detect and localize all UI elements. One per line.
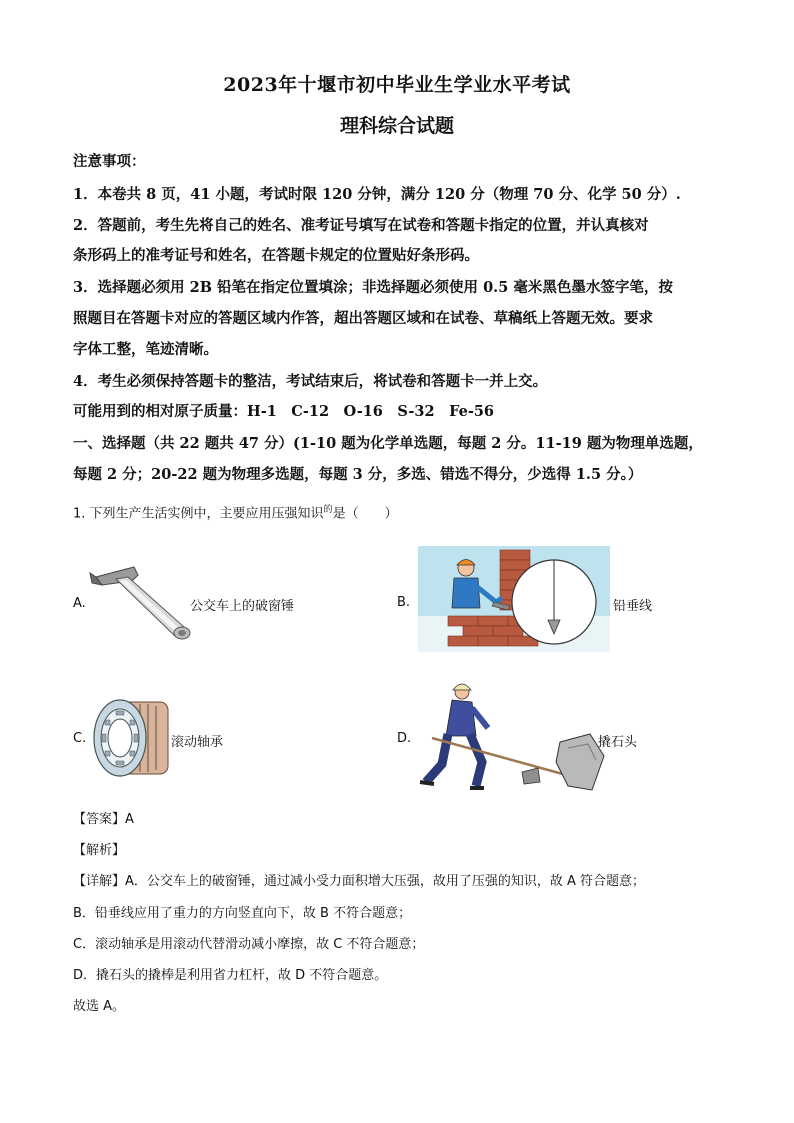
exam-subtitle: 理科综合试题 [339, 115, 454, 137]
detail-line-4: D．撬石头的撬棒是利用省力杠杆，故 D 不符合题意。 [73, 968, 388, 983]
option-a-letter: A. [73, 596, 86, 611]
option-c-text: 滚动轴承 [171, 735, 224, 750]
question-1-stem: 1. 下列生产生活实例中，主要应用压强知识$^的$是（ ） [73, 505, 398, 522]
section-heading-line-1: 一、选择题（共 22 题共 47 分）(1-10 题为化学单选题，每题 2 分。11-19 题为物理单选题， [73, 435, 703, 452]
exam-title: 2023年十堰市初中毕业生学业水平考试 [223, 74, 571, 96]
option-b-letter: B. [397, 595, 411, 610]
option-b-text: 铅垂线 [613, 599, 653, 614]
section-heading-line-2: 每题 2 分；20-22 题为物理多选题，每题 3 分，多选、错选不得分，少选得 1.5 分。） [73, 466, 643, 483]
notice-item-2-line-2: 条形码上的准考证号和姓名，在答题卡规定的位置贴好条形码。 [73, 247, 479, 264]
option-c-letter: C. [73, 731, 87, 746]
detail-line-3: C．滚动轴承是用滚动代替滑动减小摩擦，故 C 不符合题意； [73, 937, 425, 952]
notice-heading: 注意事项： [73, 153, 146, 170]
option-d-text: 撬石头 [598, 735, 638, 750]
plumb-line-image [418, 546, 610, 652]
analysis-label: 【解析】 [73, 843, 126, 858]
detail-line-5: 故选 A。 [73, 999, 126, 1014]
detail-line-2: B．铅垂线应用了重力的方向竖直向下，故 B 不符合题意； [73, 906, 412, 921]
atomic-mass-line: 可能用到的相对原子质量：H-1 C-12 O-16 S-32 Fe-56 [73, 403, 495, 420]
notice-item-3-line-2: 照题目在答题卡对应的答题区域内作答，超出答题区域和在试卷、草稿纸上答题无效。要求 [73, 310, 653, 327]
prying-stone-image [412, 678, 612, 798]
detail-line-1: 【详解】A．公交车上的破窗锤，通过减小受力面积增大压强，故用了压强的知识，故 A 符合题意； [73, 874, 646, 889]
notice-item-1: 1．本卷共 8 页，41 小题，考试时限 120 分钟，满分 120 分（物理 70 分、化学 50 分）. [73, 186, 681, 203]
notice-item-3-line-1: 3．选择题必须用 2B 铅笔在指定位置填涂；非选择题必须使用 0.5 毫米黑色墨水签字笔，按 [73, 279, 673, 296]
notice-item-3-line-3: 字体工整，笔迹清晰。 [73, 341, 218, 358]
notice-item-4: 4．考生必须保持答题卡的整洁，考试结束后，将试卷和答题卡一并上交。 [73, 373, 548, 390]
notice-item-2-line-1: 2．答题前，考生先将自己的姓名、准考证号填写在试卷和答题卡指定的位置，并认真核对 [73, 217, 649, 234]
rolling-bearing-image [90, 696, 172, 780]
option-d-letter: D. [397, 731, 412, 746]
emergency-hammer-image [88, 563, 198, 645]
answer-line: 【答案】A [73, 812, 134, 827]
option-a-text: 公交车上的破窗锤 [190, 599, 295, 614]
